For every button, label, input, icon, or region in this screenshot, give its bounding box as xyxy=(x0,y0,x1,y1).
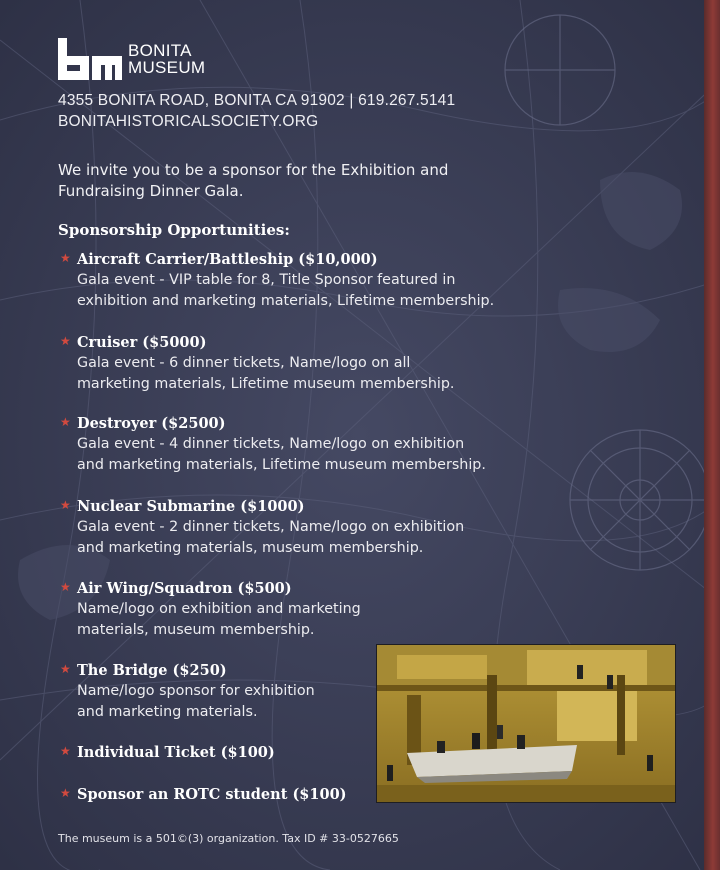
sponsorship-heading: Sponsorship Opportunities: xyxy=(58,221,290,239)
star-icon: ★ xyxy=(60,580,71,594)
tier-title: Air Wing/Squadron ($500) xyxy=(77,580,292,597)
tier-desc-line: Gala event - 4 dinner tickets, Name/logo on exhibition xyxy=(77,436,465,452)
tier-desc-line: and marketing materials, museum membership. xyxy=(77,540,424,556)
museum-logo xyxy=(58,38,205,80)
tier-cruiser xyxy=(60,333,580,395)
tier-desc-line: and marketing materials, Lifetime museum membership. xyxy=(77,457,486,473)
tier-title: Individual Ticket ($100) xyxy=(77,744,275,761)
tier-desc-line: exhibition and marketing materials, Lifetime membership. xyxy=(77,293,495,309)
tier-title: The Bridge ($250) xyxy=(77,662,227,679)
invitation-line1: We invite you to be a sponsor for the Exhibition and xyxy=(58,161,449,179)
tier-desc-line: Name/logo on exhibition and marketing xyxy=(77,601,361,617)
invitation-text xyxy=(58,160,578,202)
star-icon: ★ xyxy=(60,498,71,512)
tier-desc-line: Gala event - VIP table for 8, Title Sponsor featured in xyxy=(77,272,456,288)
tier-desc-line: marketing materials, Lifetime museum membership. xyxy=(77,376,455,392)
tier-title: Nuclear Submarine ($1000) xyxy=(77,498,305,515)
tier-desc-line: Name/logo sponsor for exhibition xyxy=(77,683,315,699)
star-icon: ★ xyxy=(60,786,71,800)
tier-desc-line: and marketing materials. xyxy=(77,704,258,720)
tier-title: Aircraft Carrier/Battleship ($10,000) xyxy=(77,251,378,268)
bm-logo-icon xyxy=(58,38,122,80)
museum-name-line1: BONITA xyxy=(128,41,192,60)
ship-model-illustration xyxy=(377,645,675,802)
invitation-line2: Fundraising Dinner Gala. xyxy=(58,182,244,200)
address-line: 4355 BONITA ROAD, BONITA CA 91902 | 619.267.5141 xyxy=(58,92,456,109)
star-icon: ★ xyxy=(60,415,71,429)
star-icon: ★ xyxy=(60,334,71,348)
tier-desc-line: Gala event - 2 dinner tickets, Name/logo on exhibition xyxy=(77,519,465,535)
tier-desc-line: materials, museum membership. xyxy=(77,622,315,638)
star-icon: ★ xyxy=(60,662,71,676)
red-edge-stripe xyxy=(704,0,720,870)
ship-model-image xyxy=(376,644,676,803)
tier-title: Sponsor an ROTC student ($100) xyxy=(77,786,347,803)
tier-aircraft-carrier xyxy=(60,250,580,312)
museum-name-line2: MUSEUM xyxy=(128,58,206,77)
website-link[interactable]: BONITAHISTORICALSOCIETY.ORG xyxy=(58,113,319,130)
tier-air-wing xyxy=(60,579,580,641)
tax-id-footer: The museum is a 501©(3) organization. Tax ID # 33-0527665 xyxy=(58,832,399,845)
star-icon: ★ xyxy=(60,744,71,758)
tier-desc-line: Gala event - 6 dinner tickets, Name/logo on all xyxy=(77,355,411,371)
contact-block xyxy=(58,90,455,132)
tier-nuclear-submarine xyxy=(60,497,580,559)
star-icon: ★ xyxy=(60,251,71,265)
tier-destroyer xyxy=(60,414,580,476)
tier-title: Destroyer ($2500) xyxy=(77,415,226,432)
tier-title: Cruiser ($5000) xyxy=(77,334,207,351)
